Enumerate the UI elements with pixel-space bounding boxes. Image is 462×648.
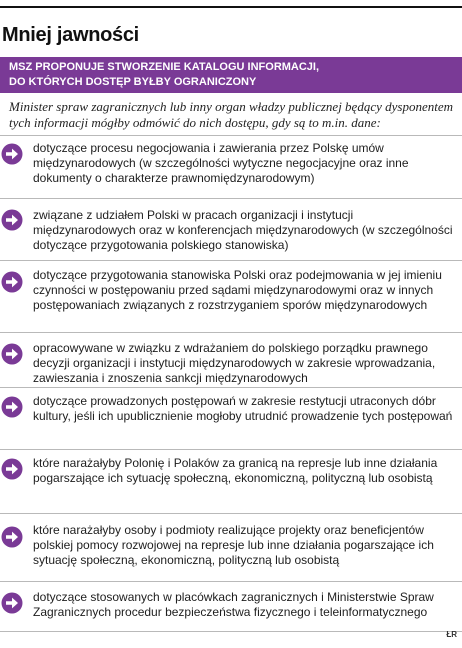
list-item-text: które narażałyby osoby i podmioty realizujące projekty oraz beneficjentów polskiej pomocy rozwojowej na represje lub inne działania pogarszające ich sytuację społeczną, ekonomiczną, polityczną lub osobistą bbox=[33, 523, 434, 567]
source-credit: ŁR bbox=[446, 630, 457, 639]
arrow-right-circle-icon bbox=[1, 343, 23, 365]
banner-line-1: MSZ PROPONUJE STWORZENIE KATALOGU INFORMACJI, bbox=[9, 61, 320, 73]
arrow-right-circle-icon bbox=[1, 458, 23, 480]
top-rule bbox=[0, 6, 462, 8]
list-item-text: dotyczące procesu negocjowania i zawierania przez Polskę umów międzynarodowych (w szczególności wytyczne negocjacyjne oraz inne dokumenty o charakterze prawnomiędzynarodowym) bbox=[33, 141, 409, 185]
list-item bbox=[0, 513, 462, 581]
list-item-text: dotyczące prowadzonych postępowań w zakresie restytucji utraconych dóbr kultury, jeśli ich upublicznienie mogłoby utrudnić prowadzenie tych postępowań bbox=[33, 394, 453, 423]
list-item bbox=[0, 332, 462, 387]
list-item-text: związane z udziałem Polski w pracach organizacji i instytucji międzynarodowych oraz w konferencjach międzynarodowych (w szczególności dotyczące przygotowania polskiego stanowiska) bbox=[33, 208, 453, 252]
list-item bbox=[0, 387, 462, 449]
list-item-text: dotyczące stosowanych w placówkach zagranicznych i Ministerstwie Spraw Zagranicznych procedur bezpieczeństwa fizycznego i teleinformatycznego bbox=[33, 590, 434, 619]
list-item bbox=[0, 198, 462, 260]
arrow-right-circle-icon bbox=[1, 592, 23, 614]
arrow-right-circle-icon bbox=[1, 271, 23, 293]
section-banner bbox=[0, 57, 462, 93]
list-item bbox=[0, 449, 462, 513]
list-item-text: dotyczące przygotowania stanowiska Polski oraz podejmowania w jej imieniu czynności w postępowaniu przed sądami międzynarodowymi oraz w innych postępowaniach związanych z rozstrzyganiem sporów międzynarodowych bbox=[33, 268, 442, 312]
list-item bbox=[0, 260, 462, 332]
arrow-right-circle-icon bbox=[1, 526, 23, 548]
list-item bbox=[0, 581, 462, 632]
page-title: Mniej jawności bbox=[2, 24, 139, 46]
intro-text: Minister spraw zagranicznych lub inny organ władzy publicznej będący dysponentem tych informacji mógłby odmówić do nich dostępu, gdy są to m.in. dane: bbox=[9, 99, 453, 130]
list-item bbox=[0, 135, 462, 198]
arrow-right-circle-icon bbox=[1, 396, 23, 418]
list-item-text: opracowywane w związku z wdrażaniem do polskiego porządku prawnego decyzji organizacji i instytucji międzynarodowych w zakresie wprowadzania, zawieszania i znoszenia sankcji międzynarodowych bbox=[33, 341, 436, 385]
arrow-right-circle-icon bbox=[1, 143, 23, 165]
list-item-text: które narażałyby Polonię i Polaków za granicą na represje lub inne działania pogarszające ich sytuację społeczną, ekonomiczną, polityczną lub osobistą bbox=[33, 456, 438, 485]
arrow-right-circle-icon bbox=[1, 209, 23, 231]
banner-line-2: DO KTÓRYCH DOSTĘP BYŁBY OGRANICZONY bbox=[9, 76, 257, 88]
